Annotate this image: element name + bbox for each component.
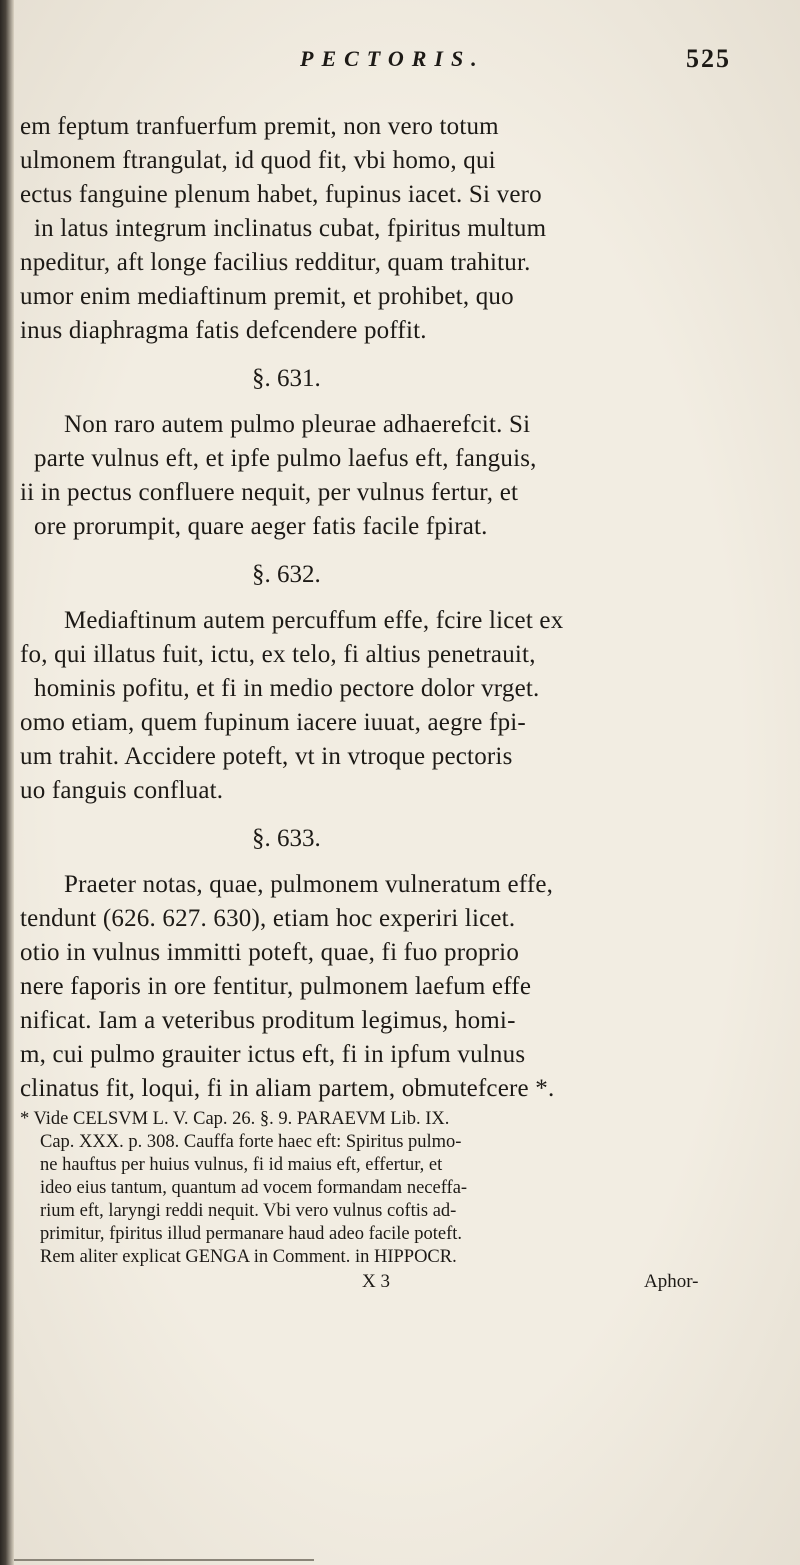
text-line: nificat. Iam a veteribus proditum legimus, homi- (20, 1007, 516, 1034)
page-bottom-rule (14, 1559, 314, 1561)
footnote-line: rium eft, laryngi reddi nequit. Vbi vero vulnus coftis ad- (40, 1201, 457, 1221)
footnote-line: ne hauftus per huius vulnus, fi id maius eft, effertur, et (40, 1155, 443, 1175)
text-line: otio in vulnus immitti poteft, quae, fi fuo proprio (20, 939, 520, 966)
text-line: in latus integrum inclinatus cubat, fpiritus multum (34, 215, 547, 242)
page-number: 525 (686, 44, 731, 73)
text-line: Non raro autem pulmo pleurae adhaerefcit. Si (64, 411, 531, 438)
section-heading: §. 632. (252, 561, 321, 588)
text-line: ectus fanguine plenum habet, fupinus iacet. Si vero (20, 181, 542, 208)
page-gutter-shadow (0, 0, 14, 1565)
text-line: um trahit. Accidere poteft, vt in vtroque pectoris (20, 743, 513, 770)
paragraph (20, 812, 760, 1106)
text-line: em feptum tranfuerfum premit, non vero totum (20, 113, 499, 140)
footnote-line: Cap. XXX. p. 308. Cauffa forte haec eft: Spiritus pulmo- (40, 1132, 462, 1152)
text-line: ulmonem ftrangulat, id quod fit, vbi homo, qui (20, 147, 496, 174)
text-line: umor enim mediaftinum premit, et prohibet, quo (20, 283, 514, 310)
text-line: Mediaftinum autem percuffum effe, fcire licet ex (64, 607, 564, 634)
footnote (20, 1108, 760, 1295)
text-line: hominis pofitu, et fi in medio pectore dolor vrget. (34, 675, 540, 702)
footnote-line: * Vide CELSVM L. V. Cap. 26. §. 9. PARAEVM Lib. IX. (20, 1109, 450, 1129)
text-line: uo fanguis confluat. (20, 777, 224, 804)
text-line: parte vulnus eft, et ipfe pulmo laefus eft, fanguis, (34, 445, 537, 472)
catchword: Aphor- (644, 1271, 699, 1292)
footer-row (20, 1269, 760, 1295)
text-line: npeditur, aft longe facilius redditur, quam trahitur. (20, 249, 531, 276)
text-line: inus diaphragma fatis defcendere poffit. (20, 317, 427, 344)
body-text (20, 110, 760, 1295)
text-line: nere faporis in ore fentitur, pulmonem laefum effe (20, 973, 532, 1000)
footnote-line: Rem aliter explicat GENGA in Comment. in HIPPOCR. (40, 1247, 457, 1267)
footnote-line: ideo eius tantum, quantum ad vocem formandam neceffa- (40, 1178, 468, 1198)
signature-mark: X 3 (362, 1271, 390, 1292)
text-line: omo etiam, quem fupinum iacere iuuat, aegre fpi- (20, 709, 526, 736)
running-head-title: PECTORIS. (300, 46, 485, 71)
running-head (0, 46, 800, 80)
text-line: m, cui pulmo grauiter ictus eft, fi in ipfum vulnus (20, 1041, 526, 1068)
footnote-line: primitur, fpiritus illud permanare haud adeo facile poteft. (40, 1224, 463, 1244)
text-line: Praeter notas, quae, pulmonem vulneratum effe, (64, 871, 554, 898)
paragraph (20, 352, 760, 544)
section-heading: §. 631. (252, 365, 321, 392)
text-line: fo, qui illatus fuit, ictu, ex telo, fi altius penetrauit, (20, 641, 536, 668)
text-line: ii in pectus confluere nequit, per vulnus fertur, et (20, 479, 519, 506)
paragraph (20, 548, 760, 808)
paragraph (20, 110, 760, 348)
text-line: tendunt (626. 627. 630), etiam hoc experiri licet. (20, 905, 516, 932)
text-line: clinatus fit, loqui, fi in aliam partem, obmutefcere *. (20, 1075, 555, 1102)
text-line: ore prorumpit, quare aeger fatis facile fpirat. (34, 513, 488, 540)
section-heading: §. 633. (252, 825, 321, 852)
